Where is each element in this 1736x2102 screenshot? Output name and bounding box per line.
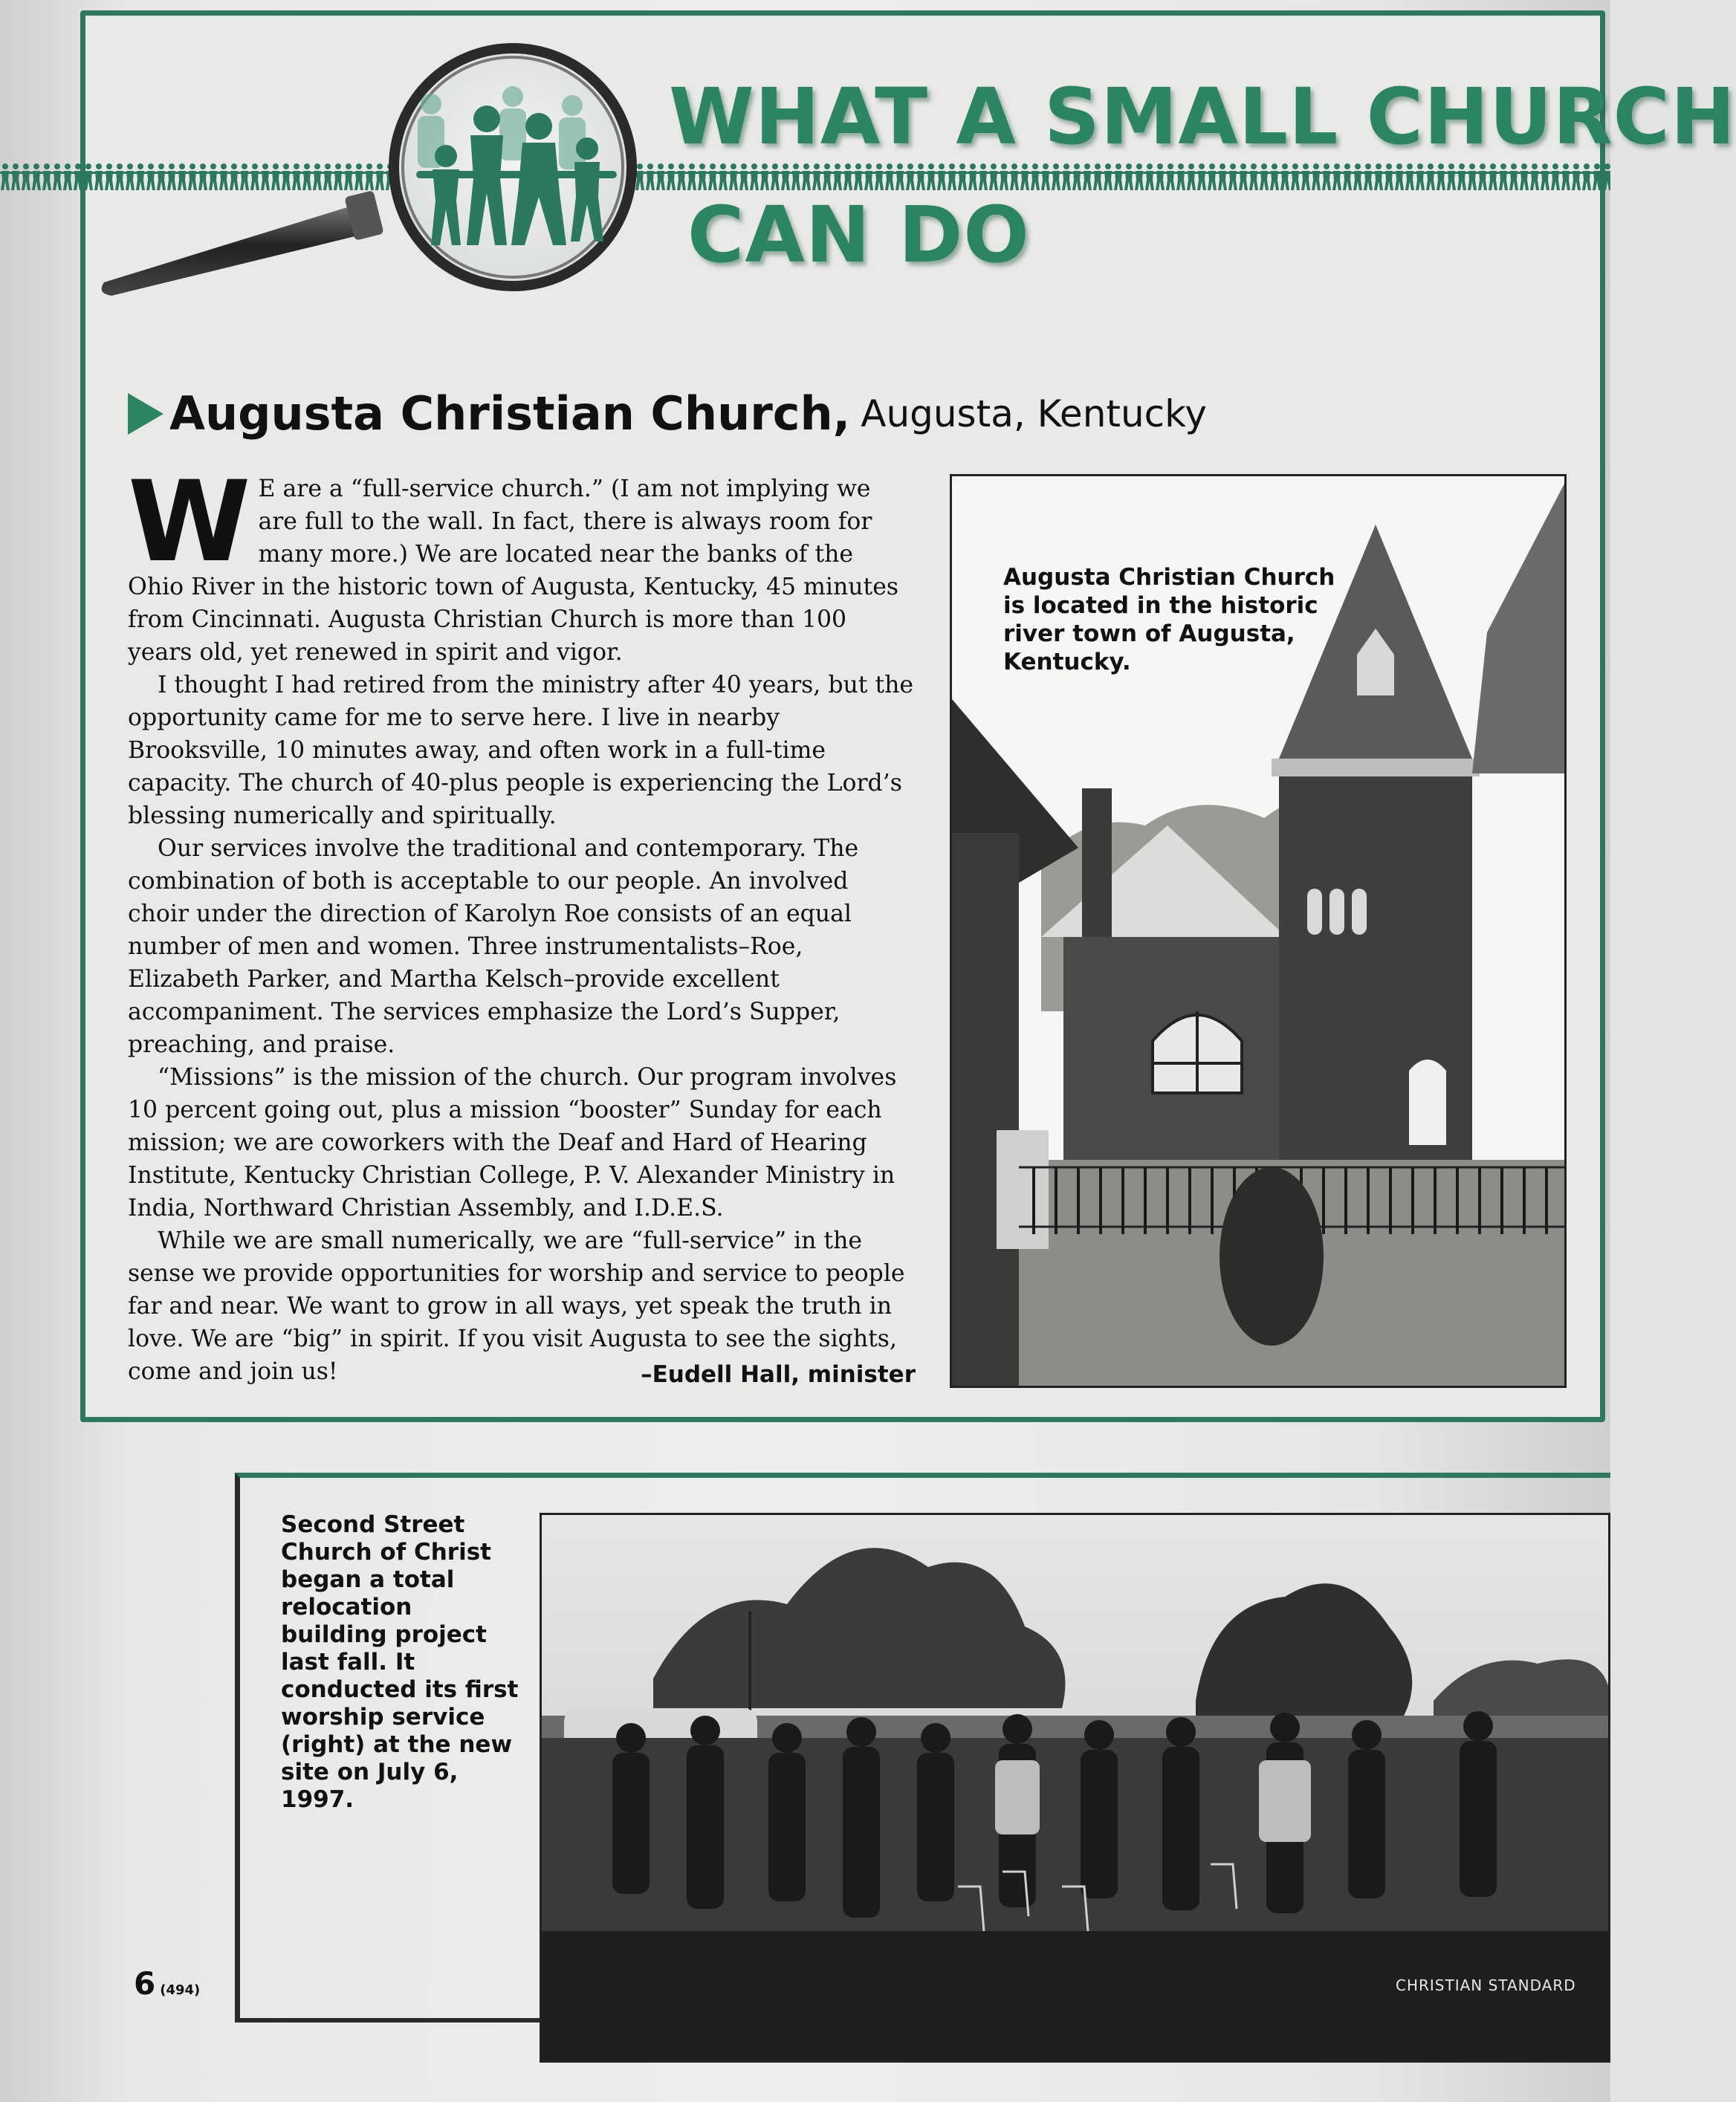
church-name: Augusta Christian Church, [169, 386, 851, 441]
worship-photo-caption: Second Street Church of Christ began a total relocation building project last fall. It conducted its first worship service (right) at the new site on July 6, 1997. [281, 1511, 519, 1813]
paragraph-2: I thought I had retired from the ministry after 40 years, but the opportunity came for me to serve here. I live in nearby Brooksville, 10 minutes away, and often work in a full-time capacity. The church of 40-plus people is experiencing the Lord’s blessing numerically and spiritually. [128, 672, 914, 829]
drop-cap: W [128, 458, 251, 587]
paragraph-3: Our services involve the traditional and contemporary. The combination of both is acceptable to our people. An involved choir under the direction of Karolyn Roe consists of an equal number of men and women. Three instrumentalists–Roe, Elizabeth Parker, and Martha Kelsch–provide excellent accompaniment. The services emphasize the Lord’s Supper, preaching, and praise. [128, 835, 859, 1058]
church-location: Augusta, Kentucky [861, 392, 1207, 435]
magazine-credit: CHRISTIAN STANDARD [1396, 1976, 1576, 1994]
page-number-main: 6 [134, 1965, 156, 2002]
triangle-arrow-icon [128, 393, 163, 435]
page-number-sub: (494) [160, 1982, 201, 1998]
paragraph-1-text: E are a “full-service church.” (I am not implying we are full to the wall. In fact, there is always room for many more.) We are located near the banks of the Ohio River in the historic town of Augusta, Kentucky, 45 minutes from Cincinnati. Augusta Christian Church is more than 100 years old, yet renewed in spirit and vigor. [128, 476, 899, 666]
church-photo-caption: Augusta Christian Church is located in the historic river town of Augusta, Kentucky. [1003, 564, 1335, 675]
paragraph-5: While we are small numerically, we are “full-service” in the sense we provide opportunities for worship and service to people far and near. We want to grow in all ways, yet speak the truth in love. We are “big” in spirit. If you visit Augusta to see the sights, come and join us! [128, 1227, 905, 1385]
author-signature: –Eudell Hall, minister [641, 1361, 916, 1388]
paragraph-1 [128, 458, 916, 669]
title-line-2: CAN DO [687, 189, 1030, 280]
title-line-1: WHAT A SMALL CHURCH [669, 71, 1736, 162]
page-number [134, 1965, 200, 2002]
article-headline [128, 386, 1207, 441]
paragraph-4: “Missions” is the mission of the church. Our program involves 10 percent going out, plus a mission “booster” Sunday for each mission; we are coworkers with the Deaf and Hard of Hearing Institute, Kentucky Christian College, P. V. Alexander Ministry in India, Northward Christian Assembly, and I.D.E.S. [128, 1064, 897, 1222]
magnifying-glass-logo [97, 45, 676, 342]
article-body [128, 458, 916, 1388]
